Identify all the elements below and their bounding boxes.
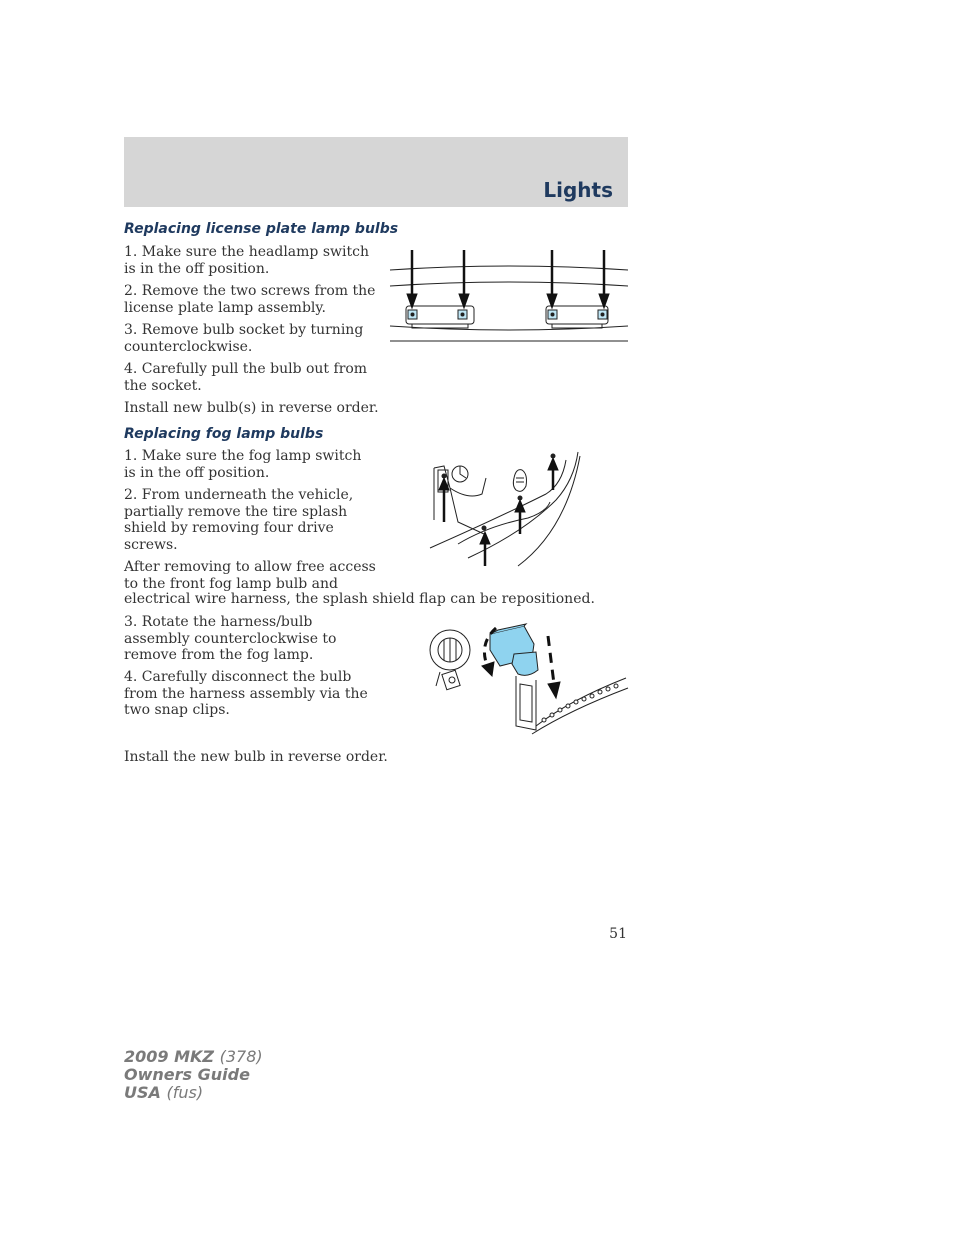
fog-step-3: 3. Rotate the harness/bulb assembly counterclockwise to remove from the fog lamp. — [124, 614, 337, 663]
fog-step-4: 4. Carefully disconnect the bulb from the harness assembly via the two snap clips. — [124, 669, 368, 718]
license-step-2: 2. Remove the two screws from the license plate lamp assembly. — [124, 283, 376, 316]
fog-bulb-harness-illustration — [420, 614, 630, 742]
footer-model-line — [124, 1048, 263, 1066]
license-step-1: 1. Make sure the headlamp switch is in the off position. — [124, 244, 369, 277]
fog-closing: Install the new bulb in reverse order. — [124, 749, 388, 765]
footer-model-code: (378) — [219, 1047, 263, 1066]
license-closing: Install new bulb(s) in reverse order. — [124, 400, 379, 416]
fog-section-heading: Replacing fog lamp bulbs — [124, 426, 324, 442]
footer-region-line — [124, 1084, 263, 1102]
fog-step-1: 1. Make sure the fog lamp switch is in the off position. — [124, 448, 362, 481]
footer-guide: Owners Guide — [124, 1065, 250, 1084]
footer-info — [124, 1048, 263, 1102]
header-band — [124, 137, 628, 207]
fog-note-part-2: electrical wire harness, the splash shield flap can be repositioned. — [124, 591, 595, 607]
license-step-3: 3. Remove bulb socket by turning counterclockwise. — [124, 322, 364, 355]
splash-shield-illustration — [428, 448, 588, 568]
license-plate-lamp-illustration — [388, 248, 630, 348]
footer-region: USA — [124, 1083, 161, 1102]
footer-model: 2009 MKZ — [124, 1047, 215, 1066]
page-number: 51 — [609, 926, 627, 942]
footer-region-code: (fus) — [166, 1083, 204, 1102]
fog-step-2: 2. From underneath the vehicle, partially remove the tire splash shield by removing four drive screws. — [124, 487, 354, 553]
license-section-heading: Replacing license plate lamp bulbs — [124, 221, 399, 237]
fog-note-part-1: After removing to allow free access to the front fog lamp bulb and — [124, 559, 376, 592]
section-title: Lights — [543, 178, 613, 202]
license-step-4: 4. Carefully pull the bulb out from the socket. — [124, 361, 368, 394]
